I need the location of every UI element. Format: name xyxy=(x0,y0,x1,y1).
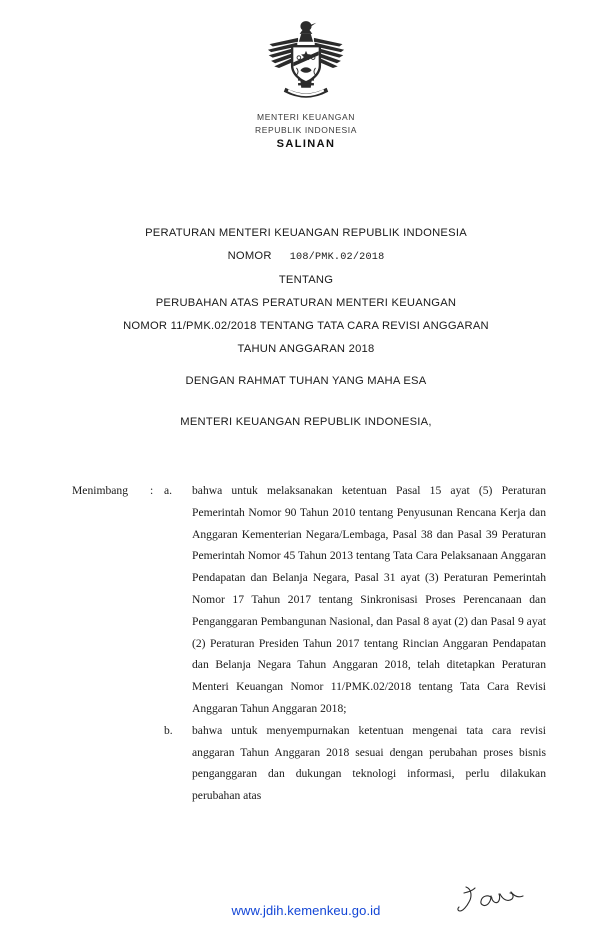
jdih-url-link[interactable]: www.jdih.kemenkeu.go.id xyxy=(231,903,381,918)
considering-item-a xyxy=(72,480,546,720)
blessing-line: DENGAN RAHMAT TUHAN YANG MAHA ESA xyxy=(185,375,427,387)
considering-text-b: bahwa untuk menyempurnakan ketentuan mengenai tata cara revisi anggaran Tahun Anggaran 2018 sesuai dengan perubahan proses bisnis penganggaran dan dukungan teknologi informasi, perlu dilakukan perubahan atas xyxy=(192,723,546,803)
regulation-title: PERATURAN MENTERI KEUANGAN REPUBLIK INDONESIA xyxy=(145,227,467,239)
considering-item-b xyxy=(72,720,546,807)
garuda-pancasila-emblem xyxy=(258,18,354,110)
considering-colon: : xyxy=(150,484,154,497)
ministry-line-2: REPUBLIK INDONESIA xyxy=(255,125,357,135)
considering-label: Menimbang xyxy=(72,484,129,497)
considering-section xyxy=(72,480,546,807)
considering-letter-a: a. xyxy=(164,484,173,497)
document-header xyxy=(0,18,612,150)
subject-line-2: NOMOR 11/PMK.02/2018 TENTANG TATA CARA REVISI ANGGARAN xyxy=(123,320,489,332)
authority-line: MENTERI KEUANGAN REPUBLIK INDONESIA, xyxy=(180,416,432,428)
ministry-line-1: MENTERI KEUANGAN xyxy=(257,112,355,122)
tentang-label: TENTANG xyxy=(278,274,334,286)
nomor-label: NOMOR xyxy=(227,250,272,262)
subject-line-1: PERUBAHAN ATAS PERATURAN MENTERI KEUANGAN xyxy=(155,297,457,309)
considering-letter-b: b. xyxy=(164,723,173,737)
document-title-block xyxy=(0,222,612,361)
copy-mark: SALINAN xyxy=(276,138,336,150)
nomor-value: 108/PMK.02/2018 xyxy=(289,252,385,263)
regulation-number-row xyxy=(0,245,612,269)
considering-text-a: bahwa untuk melaksanakan ketentuan Pasal 15 ayat (5) Peraturan Pemerintah Nomor 90 Tahun 2010 tentang Penyusunan Rencana Kerja dan Anggaran Kementerian Negara/Lembaga, Pasal 38 dan Pasal 39 Peraturan Pemerintah Nomor 45 Tahun 2013 tentang Tata Cara Pelaksanaan Anggaran Pendapatan dan Belanja Negara, Pasal 31 ayat (3) Peraturan Pemerintah Nomor 17 Tahun 2017 tentang Sinkronisasi Proses Perencanaan dan Penganggaran Pembangunan Nasional, dan Pasal 8 ayat (2) dan Pasal 9 ayat (2) Peraturan Presiden Tahun 2017 tentang Rincian Anggaran Pendapatan dan Belanja Negara Tahun Anggaran 2018, telah ditetapkan Peraturan Menteri Keuangan Nomor 11/PMK.02/2018 tentang Tata Cara Revisi Anggaran Tahun Anggaran 2018; xyxy=(192,484,546,715)
subject-line-3: TAHUN ANGGARAN 2018 xyxy=(237,343,375,355)
